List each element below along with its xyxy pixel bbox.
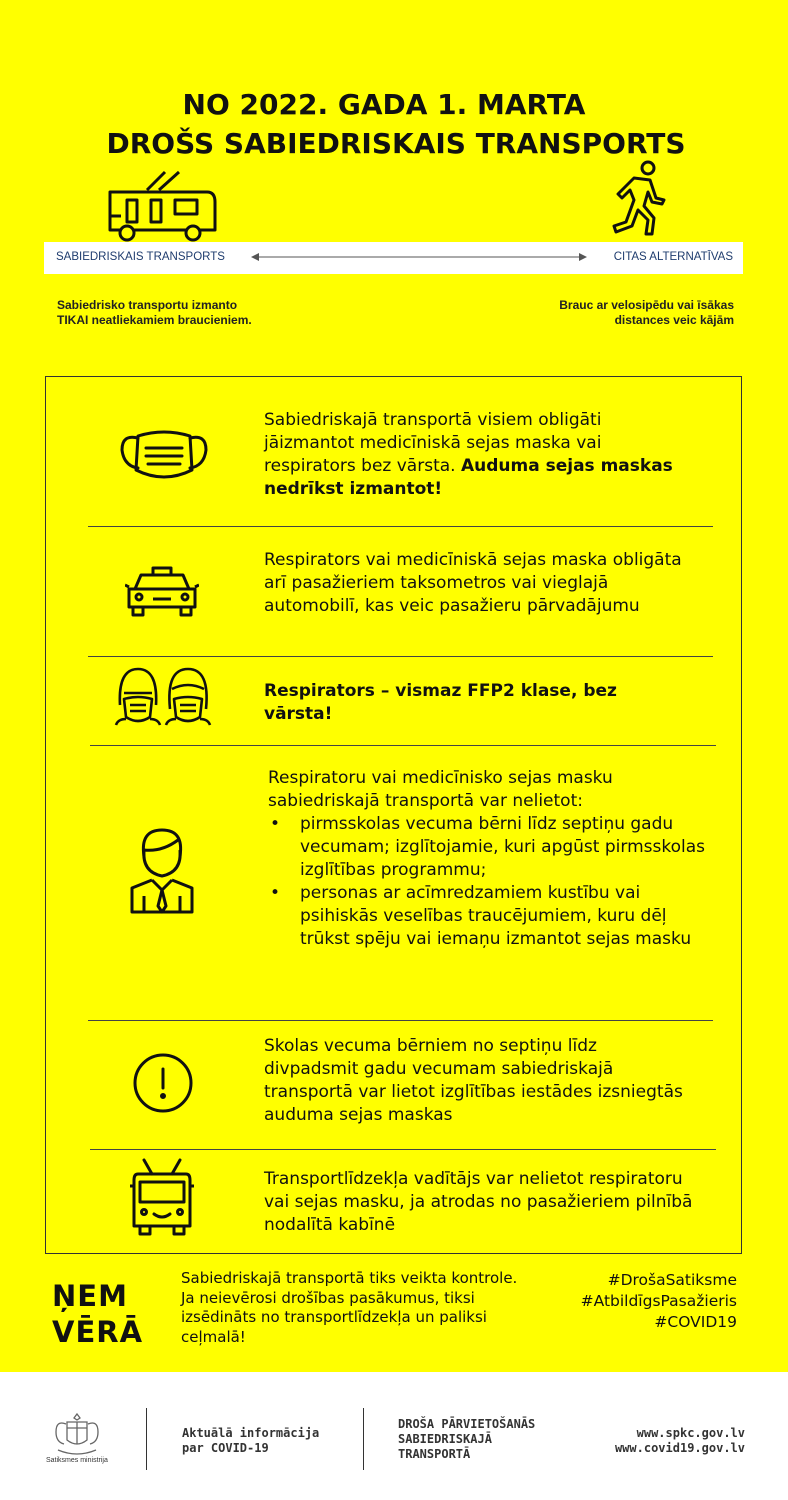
note-right: Brauc ar velosipēdu vai īsākas distances veic kājām bbox=[559, 298, 734, 327]
exemptions-list bbox=[268, 813, 708, 951]
footer-divider bbox=[363, 1408, 364, 1470]
divider bbox=[90, 1149, 716, 1150]
scale-bar bbox=[44, 242, 743, 274]
footer-urls bbox=[615, 1426, 745, 1456]
note-left: Sabiedrisko transportu izmanto TIKAI neatliekamiem braucieniem. bbox=[57, 298, 252, 327]
divider bbox=[88, 526, 713, 527]
rule-exemptions bbox=[268, 767, 708, 951]
rule-taxi-text: Respirators vai medicīniskā sejas maska obligāta arī pasažieriem taksometros vai vieglajā automobilī, kas veic pasažieru pārvadājumu bbox=[264, 550, 682, 616]
taxi-icon bbox=[125, 565, 199, 619]
list-item: • personas ar acīmredzamiem kustību vai psihiskās veselības traucējumiem, kuru dēļ trūkst spēju vai iemaņu izmantot sejas masku bbox=[268, 882, 708, 951]
rule-respirator-text: Respirators – vismaz FFP2 klase, bez vārsta! bbox=[264, 681, 617, 724]
list-item: • pirmsskolas vecuma bērni līdz septiņu gadu vecumam; izglītojamie, kuri apgūst pirmsskolas izglītības programmu; bbox=[268, 813, 708, 882]
footer-divider bbox=[146, 1408, 147, 1470]
masked-people-icon bbox=[114, 665, 214, 727]
trolleybus-side-icon bbox=[107, 170, 219, 244]
footer-link[interactable]: www.spkc.gov.lv bbox=[636, 1426, 745, 1440]
footer-link[interactable]: www.covid19.gov.lv bbox=[614, 1441, 745, 1455]
ministry-label: Satiksmes ministrija bbox=[46, 1457, 108, 1464]
exemptions-intro: Respiratoru vai medicīnisko sejas masku sabiedriskajā transportā var nelietot: bbox=[268, 768, 613, 811]
scale-left-label: SABIEDRISKAIS TRANSPORTS bbox=[56, 251, 225, 263]
person-icon bbox=[128, 826, 196, 914]
footer-topic: DROŠA PĀRVIETOŠANĀS SABIEDRISKAJĀ TRANSPORTĀ bbox=[398, 1417, 536, 1461]
hashtag[interactable]: #DrošaSatiksme bbox=[607, 1271, 737, 1289]
title-line-1: NO 2022. GADA 1. MARTA bbox=[182, 88, 586, 121]
coat-of-arms-icon bbox=[50, 1412, 104, 1456]
footer-info: Aktuālā informācija par COVID-19 bbox=[182, 1426, 320, 1455]
rule-driver-text: Transportlīdzekļa vadītājs var nelietot respiratoru vai sejas masku, ja atrodas no pasažieriem pilnībā nodalītā kabīnē bbox=[264, 1169, 693, 1235]
trolleybus-front-icon bbox=[130, 1156, 194, 1238]
divider bbox=[90, 745, 716, 746]
hashtags bbox=[581, 1270, 737, 1333]
notice-text: Sabiedriskajā transportā tiks veikta kontrole. Ja neievērosi drošības pasākumus, tiksi izsēdināts no transportlīdzekļa un paliksi ceļmalā! bbox=[181, 1269, 518, 1346]
face-mask-icon bbox=[118, 426, 210, 484]
notice-heading: ŅEM VĒRĀ bbox=[52, 1279, 144, 1349]
scale-right-label: CITAS ALTERNATĪVAS bbox=[613, 251, 733, 263]
walking-person-icon bbox=[606, 160, 672, 236]
divider bbox=[88, 1020, 713, 1021]
rule-school-text: Skolas vecuma bērniem no septiņu līdz divpadsmit gadu vecumam sabiedriskajā transportā var lietot izglītības iestādes izsniegtās auduma sejas maskas bbox=[264, 1036, 683, 1125]
title-line-2: DROŠS SABIEDRISKAIS TRANSPORTS bbox=[106, 127, 686, 160]
double-arrow-icon bbox=[249, 250, 589, 264]
rule-mask-text: Sabiedriskajā transportā visiem obligāti jāizmantot medicīniskā sejas maska vai respirators bez vārsta. Auduma sejas maskas nedrīkst izmantot! bbox=[264, 410, 673, 499]
hashtag[interactable]: #AtbildīgsPasažieris bbox=[580, 1292, 737, 1310]
exclamation-circle-icon bbox=[132, 1052, 194, 1114]
divider bbox=[88, 656, 713, 657]
hashtag[interactable]: #COVID19 bbox=[654, 1313, 737, 1331]
